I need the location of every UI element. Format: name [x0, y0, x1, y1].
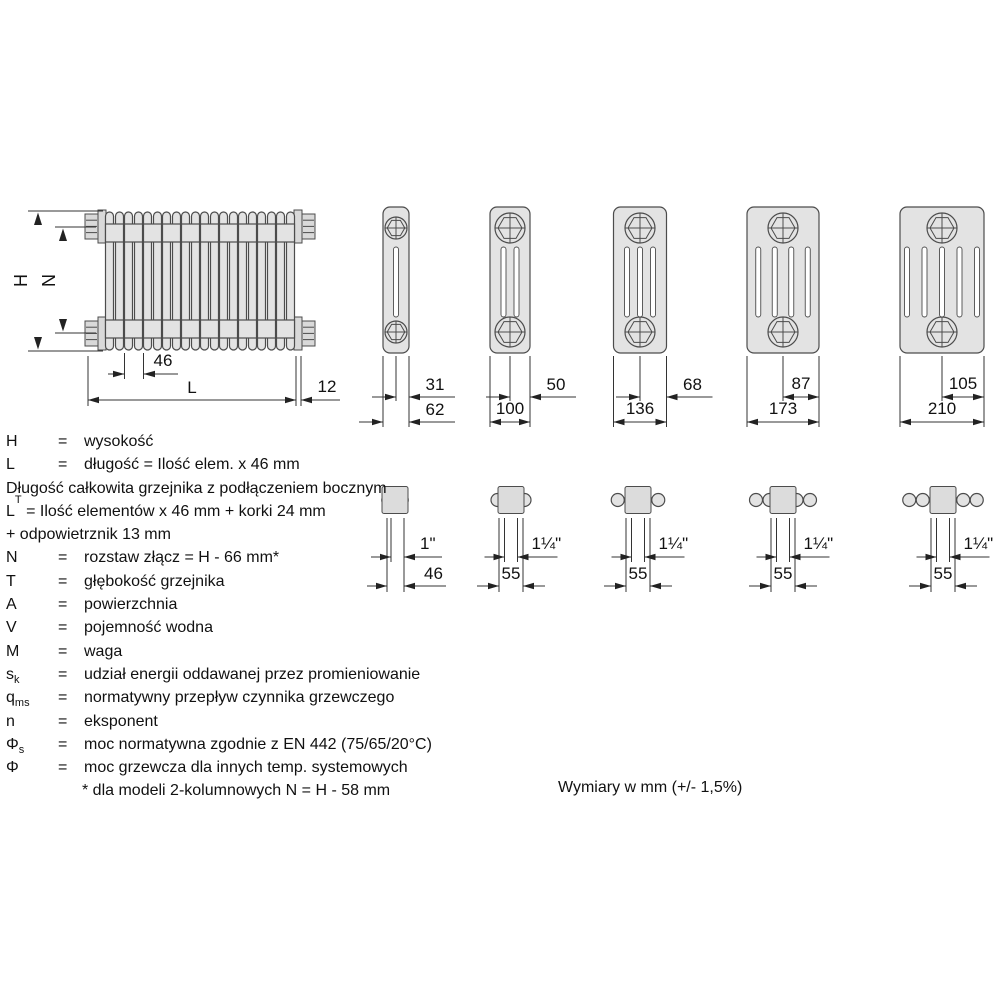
legend-row	[6, 523, 581, 546]
legend-symbol	[6, 593, 58, 616]
element-footer	[258, 320, 276, 338]
legend-row	[6, 453, 581, 476]
dimension-arrow	[795, 583, 806, 589]
legend-row	[6, 546, 581, 569]
legend-row	[6, 686, 581, 709]
legend-symbol-main: A	[6, 596, 17, 614]
section-slot	[975, 247, 980, 317]
length-dimensions	[88, 351, 340, 406]
legend-row	[6, 733, 581, 756]
legend-symbol	[6, 570, 58, 593]
legend-symbol-main: L	[6, 502, 15, 520]
pitch-label: 55	[501, 564, 521, 583]
legend-description: * dla modeli 2-kolumnowych N = H - 58 mm	[82, 782, 391, 800]
cross-section-6-column	[900, 207, 984, 427]
tube-circle	[970, 494, 983, 507]
legend-symbol	[6, 453, 58, 476]
dimension-arrow	[900, 419, 911, 425]
section-slot	[756, 247, 761, 317]
dimension-arrow	[808, 419, 819, 425]
dimension-arrow	[409, 394, 420, 400]
legend-symbol	[6, 663, 58, 686]
legend-symbol-main: s	[6, 665, 14, 683]
pitch-label: 55	[628, 564, 648, 583]
height-label: H	[11, 274, 31, 287]
legend-description: powierzchnia	[84, 596, 178, 614]
tube-circle	[957, 494, 970, 507]
element-header	[125, 224, 143, 242]
connection-size-label: 1"	[420, 534, 436, 553]
top-view-5-column	[749, 487, 833, 593]
element-header	[163, 224, 181, 242]
legend-equals: =	[58, 665, 68, 683]
legend-row	[6, 430, 581, 453]
cross-section-5-column	[747, 207, 819, 427]
element-footer	[277, 320, 295, 338]
dimension-arrow	[650, 583, 661, 589]
connection-size-label: 1¼"	[803, 534, 834, 553]
tube-circle	[611, 494, 624, 507]
element-pitch-label: 46	[153, 351, 173, 370]
legend-symbol	[6, 640, 58, 663]
tolerance-footnote: Wymiary w mm (+/- 1,5%)	[558, 779, 743, 796]
section-slot	[905, 247, 910, 317]
legend-symbol-main: T	[6, 572, 16, 590]
legend-row	[6, 493, 581, 523]
legend-description: wysokość	[84, 433, 154, 450]
tube-circle	[750, 494, 763, 507]
section-slot	[805, 247, 810, 317]
connection-size-label: 1¼"	[531, 534, 562, 553]
legend-description: normatywny przepływ czynnika grzewczego	[84, 689, 395, 707]
legend-symbol-main: L	[6, 456, 15, 474]
legend-symbol-main: Φ	[6, 759, 19, 777]
half-depth-label: 31	[425, 375, 445, 394]
legend-symbol-sub: ms	[14, 697, 30, 710]
element-footer	[182, 320, 200, 338]
dimension-arrow	[614, 419, 625, 425]
section-slot	[514, 247, 519, 317]
legend-description: moc normatywna zgodnie z EN 442 (75/65/20°C)	[84, 735, 432, 753]
element-bracket	[625, 487, 651, 514]
pitch-label: 46	[424, 564, 443, 583]
section-slot	[940, 247, 945, 317]
legend-symbol-main: M	[6, 642, 20, 660]
section-slot	[501, 247, 506, 317]
element-footer	[201, 320, 219, 338]
element-footer	[144, 320, 162, 338]
legend-description: Długość całkowita grzejnika z podłączeniem bocznym	[6, 479, 387, 497]
depth-label: 173	[768, 399, 798, 418]
dimension-arrow	[656, 419, 667, 425]
element-header	[277, 224, 295, 242]
legend-symbol-main: V	[6, 619, 17, 637]
connection-size-label: 1¼"	[963, 534, 994, 553]
legend-equals: =	[58, 596, 68, 614]
legend-symbol-main: H	[6, 433, 18, 450]
legend-row	[6, 756, 581, 779]
legend-equals: =	[58, 642, 68, 660]
legend-row	[6, 710, 581, 733]
legend-symbol	[6, 430, 58, 453]
pitch-label: 55	[773, 564, 793, 583]
top-view-4-column	[604, 487, 688, 593]
legend-symbol	[6, 546, 58, 569]
legend-symbol-sub: k	[14, 674, 20, 687]
legend-symbol-main: N	[6, 549, 18, 567]
legend-row	[6, 593, 581, 616]
legend-equals: =	[58, 619, 68, 637]
section-slot	[922, 247, 927, 317]
legend-description: moc grzewcza dla innych temp. systemowych	[84, 759, 408, 777]
connection-stub-flange	[98, 317, 106, 350]
legend-equals: =	[58, 456, 68, 474]
element-bracket	[930, 487, 956, 514]
cross-section-2-column	[359, 207, 455, 427]
total-length-label: L	[187, 378, 197, 397]
pipe-distance-label: N	[39, 274, 59, 287]
legend-description: waga	[84, 642, 123, 660]
symbol-legend	[6, 430, 581, 803]
legend-description: pojemność wodna	[84, 619, 213, 637]
pitch-label: 55	[933, 564, 953, 583]
half-depth-label: 50	[546, 375, 566, 394]
depth-label: 210	[927, 399, 957, 418]
element-footer	[163, 320, 181, 338]
element-header	[239, 224, 257, 242]
element-footer	[220, 320, 238, 338]
legend-symbol	[6, 733, 58, 756]
dimension-arrow	[920, 583, 931, 589]
dimension-arrow	[973, 394, 984, 400]
connection-size-label: 1¼"	[658, 534, 689, 553]
element-header	[220, 224, 238, 242]
legend-description: głębokość grzejnika	[84, 572, 225, 590]
legend-equals: =	[58, 735, 68, 753]
legend-equals: =	[58, 712, 68, 730]
section-slot	[638, 247, 643, 317]
dimension-arrow	[490, 419, 501, 425]
legend-description: eksponent	[84, 712, 158, 730]
tube-circle	[916, 494, 929, 507]
element-footer	[106, 320, 124, 338]
legend-equals: =	[58, 433, 68, 450]
dimension-arrow	[973, 419, 984, 425]
section-slot	[957, 247, 962, 317]
element-footer	[125, 320, 143, 338]
section-slot	[625, 247, 630, 317]
element-bracket	[770, 487, 796, 514]
cross-section-3-column	[486, 207, 576, 427]
connection-stub-flange	[98, 210, 106, 243]
legend-description: = Ilość elementów x 46 mm + korki 24 mm	[21, 502, 326, 520]
half-depth-label: 68	[683, 375, 702, 394]
section-slot	[651, 247, 656, 317]
section-slot	[772, 247, 777, 317]
legend-symbol	[6, 686, 58, 709]
dimension-arrow	[519, 419, 530, 425]
cross-sections	[359, 207, 984, 427]
legend-description: udział energii oddawanej przez promieniowanie	[84, 665, 421, 683]
legend-row	[6, 663, 581, 686]
connection-stub-flange	[294, 317, 302, 350]
element-header	[201, 224, 219, 242]
section-slot	[394, 247, 399, 317]
dimension-arrow	[747, 419, 758, 425]
legend-equals: =	[58, 572, 68, 590]
legend-row	[6, 779, 581, 802]
element-footer	[239, 320, 257, 338]
connection-stub-flange	[294, 210, 302, 243]
half-depth-label: 87	[791, 374, 811, 393]
legend-row	[6, 616, 581, 639]
dimension-arrow	[955, 583, 966, 589]
dimension-arrow	[385, 394, 396, 400]
dimension-arrow	[409, 419, 420, 425]
cross-section-4-column	[614, 207, 713, 427]
legend-row	[6, 477, 581, 500]
element-header	[144, 224, 162, 242]
element-header	[182, 224, 200, 242]
tube-circle	[804, 494, 817, 507]
dimension-arrow	[530, 394, 541, 400]
legend-equals: =	[58, 689, 68, 707]
half-depth-label: 105	[948, 374, 978, 393]
legend-symbol-sub: s	[18, 744, 25, 757]
legend-description: rozstaw złącz = H - 66 mm*	[84, 549, 280, 567]
legend-symbol-main: n	[6, 712, 15, 730]
legend-description: + odpowietrznik 13 mm	[6, 526, 171, 544]
legend-row	[6, 640, 581, 663]
depth-label: 100	[495, 399, 525, 418]
legend-symbol	[6, 756, 58, 779]
tube-circle	[652, 494, 665, 507]
radiator-front-view	[85, 210, 315, 350]
legend-symbol-main: Φ	[6, 735, 19, 753]
element-header	[258, 224, 276, 242]
dimension-arrow	[760, 583, 771, 589]
side-extension-label: 12	[317, 377, 337, 396]
dimension-arrow	[667, 394, 678, 400]
top-view-6-column	[903, 487, 993, 593]
depth-label: 62	[425, 400, 445, 419]
dimension-arrow	[808, 394, 819, 400]
tube-circle	[903, 494, 916, 507]
element-header	[106, 224, 124, 242]
legend-symbol	[6, 710, 58, 733]
section-slot	[789, 247, 794, 317]
legend-symbol-main: q	[6, 689, 15, 707]
legend-symbol	[6, 616, 58, 639]
legend-description: długość = Ilość elem. x 46 mm	[84, 456, 300, 474]
depth-label: 136	[625, 399, 655, 418]
legend-equals: =	[58, 759, 68, 777]
dimension-arrow	[372, 419, 383, 425]
legend-symbol-sub: T	[14, 493, 22, 506]
dimension-arrow	[615, 583, 626, 589]
legend-row	[6, 570, 581, 593]
legend-equals: =	[58, 549, 68, 567]
